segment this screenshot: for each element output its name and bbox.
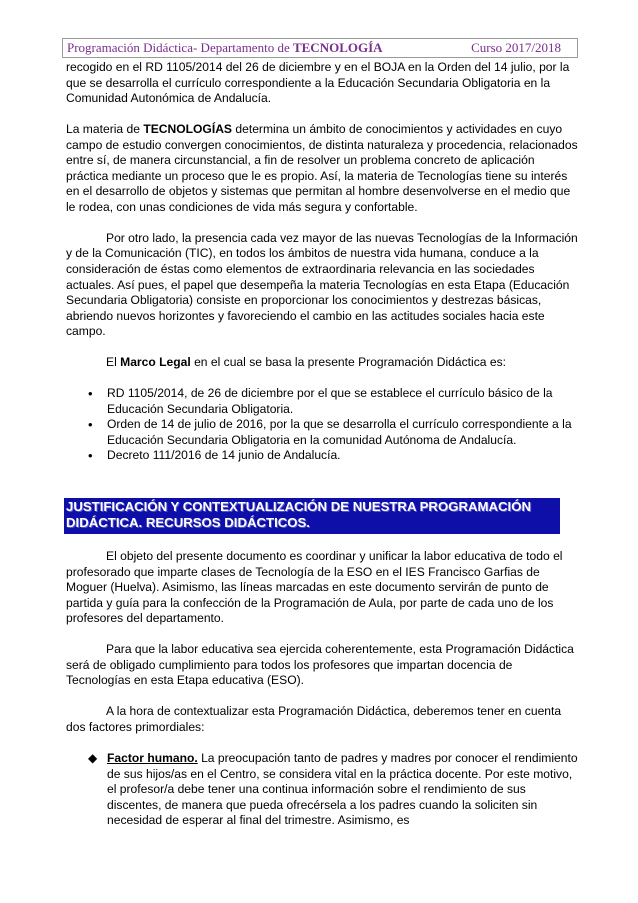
paragraph-labor-educativa: Para que la labor educativa sea ejercida coherentemente, esta Programación Didáctica será de obligado cumplimiento para todos los profesores que impartan docencia de Tecnologías en esta Etapa educativa (ESO). — [66, 642, 574, 688]
bullet-icon: • — [88, 448, 93, 464]
factor-list — [66, 751, 578, 829]
list-item: • Orden de 14 de julio de 2016, por la que se desarrolla el currículo correspondiente a la Educación Secundaria Obligatoria en la comunidad Autónoma de Andalucía. — [88, 417, 572, 447]
legal-list — [66, 386, 578, 464]
paragraph-legal-intro: recogido en el RD 1105/2014 del 26 de diciembre y en el BOJA en la Orden del 14 julio, por la que se desarrolla el currículo correspondiente a la Educación Secundaria Obligatoria en la Comunidad Autonómica de Andalucía. — [66, 60, 570, 106]
paragraph-tic: Por otro lado, la presencia cada vez mayor de las nuevas Tecnologías de la Información y de la Comunicación (TIC), en todos los ámbitos de nuestra vida humana, conduce a la consideración de éstas como elementos de extraordinaria relevancia en las sociedades actuales. Así pues, el papel que desempeña la materia Tecnologías en esta Etapa (Educación Secundaria Obligatoria) consiste en proporcionar los conocimientos y destrezas básicas, abriendo nuevos horizontes y favoreciendo el cambio en las actitudes sociales hacia este campo. — [66, 230, 578, 339]
paragraph-marco-legal: El Marco Legal en el cual se basa la presente Programación Didáctica es: — [106, 355, 506, 370]
bullet-icon: • — [88, 417, 93, 433]
header-title: Programación Didáctica- Departamento de TECNOLOGÍA — [67, 40, 383, 55]
page-header — [62, 38, 578, 58]
document-body — [66, 60, 578, 829]
header-course: Curso 2017/2018 — [471, 40, 561, 55]
factor-humano-term: Factor humano. — [107, 751, 198, 765]
diamond-bullet-icon: ◆ — [88, 751, 98, 765]
paragraph-contextualizar: A la hora de contextualizar esta Programación Didáctica, deberemos tener en cuenta dos factores primordiales: — [66, 704, 562, 734]
paragraph-objeto: El objeto del presente documento es coordinar y unificar la labor educativa de todo el profesorado que imparte clases de Tecnología de la ESO en el IES Francisco Garfias de Moguer (Huelva). Asimismo, las líneas marcadas en este documento servirán de punto de partida y guía para la confección de la Programación de Aula, por parte de cada uno de los profesores del departamento. — [66, 549, 563, 626]
term-marco-legal: Marco Legal — [120, 355, 191, 370]
paragraph-tecnologias: La materia de TECNOLOGÍAS determina un ámbito de conocimientos y actividades en cuyo campo de estudio convergen conocimientos, de distinta naturaleza y procedencia, relacionados entre sí, de manera circunstancial, a fin de resolver un problema concreto de aplicación práctica mediante un proceso que le es propio. Así, la materia de Tecnologías tiene su interés en el desarrollo de objetos y sistemas que permitan al hombre desenvolverse en el medio que le rodea, con unas condiciones de vida más segura y confortable. — [66, 122, 578, 214]
term-tecnologias: TECNOLOGÍAS — [143, 122, 233, 137]
header-department: TECNOLOGÍA — [292, 40, 383, 55]
list-item: • Decreto 111/2016 de 14 junio de Andalucía. — [88, 448, 341, 464]
list-item: ◆ Factor humano. La preocupación tanto de padres y madres por conocer el rendimiento de sus hijos/as en el Centro, se considera vital en la práctica docente. Por este motivo, el profesor/a debe tener una continua información sobre el rendimiento de sus discentes, de manera que pueda ofrecérsela a los padres cuando la soliciten sin necesidad de esperar al final del trimestre. Asimismo, es — [88, 751, 578, 828]
section-heading: JUSTIFICACIÓN Y CONTEXTUALIZACIÓN DE NUESTRA PROGRAMACIÓN DIDÁCTICA. RECURSOS DIDÁCTICOS. — [64, 498, 560, 534]
bullet-icon: • — [88, 386, 93, 402]
list-item: • RD 1105/2014, de 26 de diciembre por el que se establece el currículo básico de la Educación Secundaria Obligatoria. — [88, 386, 553, 416]
